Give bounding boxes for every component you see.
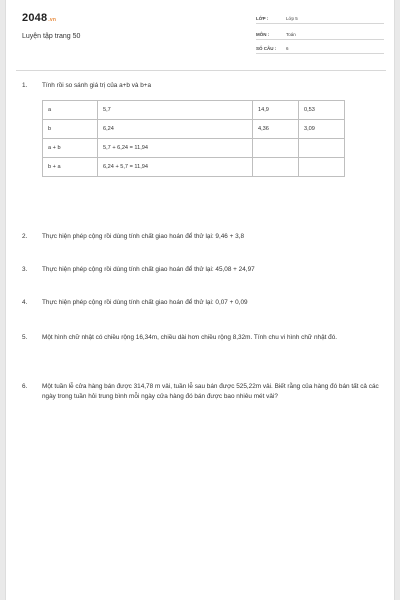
header-divider [16, 70, 386, 71]
meta-label: LỚP : [256, 16, 269, 21]
question-text: Tính rồi so sánh giá trị của a+b và b+a [42, 82, 152, 89]
meta-value: Toán [286, 32, 296, 37]
table-cell: 3,09 [299, 120, 345, 139]
table-cell: 4,36 [253, 120, 299, 139]
worksheet-page [5, 0, 395, 600]
table-cell: b + a [43, 158, 98, 177]
comparison-table [42, 100, 345, 177]
table-row [43, 158, 345, 177]
table-cell: a [43, 101, 98, 120]
table-cell: 6,24 [98, 120, 253, 139]
site-logo[interactable] [22, 12, 56, 24]
question-number: 4. [22, 299, 28, 306]
question-text: Thực hiện phép cộng rồi dùng tính chất giao hoán để thử lại: 9,46 + 3,8 [42, 233, 245, 240]
meta-count-field [256, 44, 384, 54]
table-cell: a + b [43, 139, 98, 158]
question-number: 2. [22, 233, 28, 240]
question-text: Một hình chữ nhật có chiều rộng 16,34m, chiều dài hơn chiều rộng 8,32m. Tính chu vi hình chữ nhật đó. [42, 334, 338, 341]
table-row [43, 101, 345, 120]
table-cell [253, 158, 299, 177]
logo-suffix: .vn [48, 17, 57, 23]
table-cell [299, 139, 345, 158]
table-cell [299, 158, 345, 177]
meta-value: Lớp 5 [286, 16, 298, 21]
table-cell [253, 139, 299, 158]
question-number: 1. [22, 82, 28, 89]
table-cell: 6,24 + 5,7 = 11,94 [98, 158, 253, 177]
meta-value: 6 [286, 46, 289, 51]
table-row [43, 139, 345, 158]
table-cell: 0,53 [299, 101, 345, 120]
page-title: Luyện tập trang 50 [22, 33, 81, 40]
question-text: Thực hiện phép cộng rồi dùng tính chất giao hoán để thử lại: 0,07 + 0,09 [42, 299, 248, 306]
table-cell: 5,7 [98, 101, 253, 120]
question-number: 6. [22, 383, 28, 390]
question-number: 3. [22, 266, 28, 273]
meta-subject-field [256, 30, 384, 40]
meta-label: MÔN : [256, 32, 270, 37]
table-cell: 5,7 + 6,24 = 11,94 [98, 139, 253, 158]
table-cell: b [43, 120, 98, 139]
question-text: Thực hiện phép cộng rồi dùng tính chất giao hoán để thử lại: 45,08 + 24,97 [42, 266, 255, 273]
question-number: 5. [22, 334, 28, 341]
meta-class-field [256, 14, 384, 24]
meta-label: SỐ CÂU : [256, 46, 277, 51]
logo-text: 2048 [22, 12, 48, 24]
table-row [43, 120, 345, 139]
table-cell: 14,9 [253, 101, 299, 120]
question-text: Một tuần lễ cửa hàng bán được 314,78 m vải, tuần lễ sau bán được 525,22m vải. Biết rằng của hàng đó bán tất cả các ngày trong tuần hỏi trung bình mỗi ngày cửa hàng đó bán được bao nhiêu mét vải? [42, 383, 379, 400]
